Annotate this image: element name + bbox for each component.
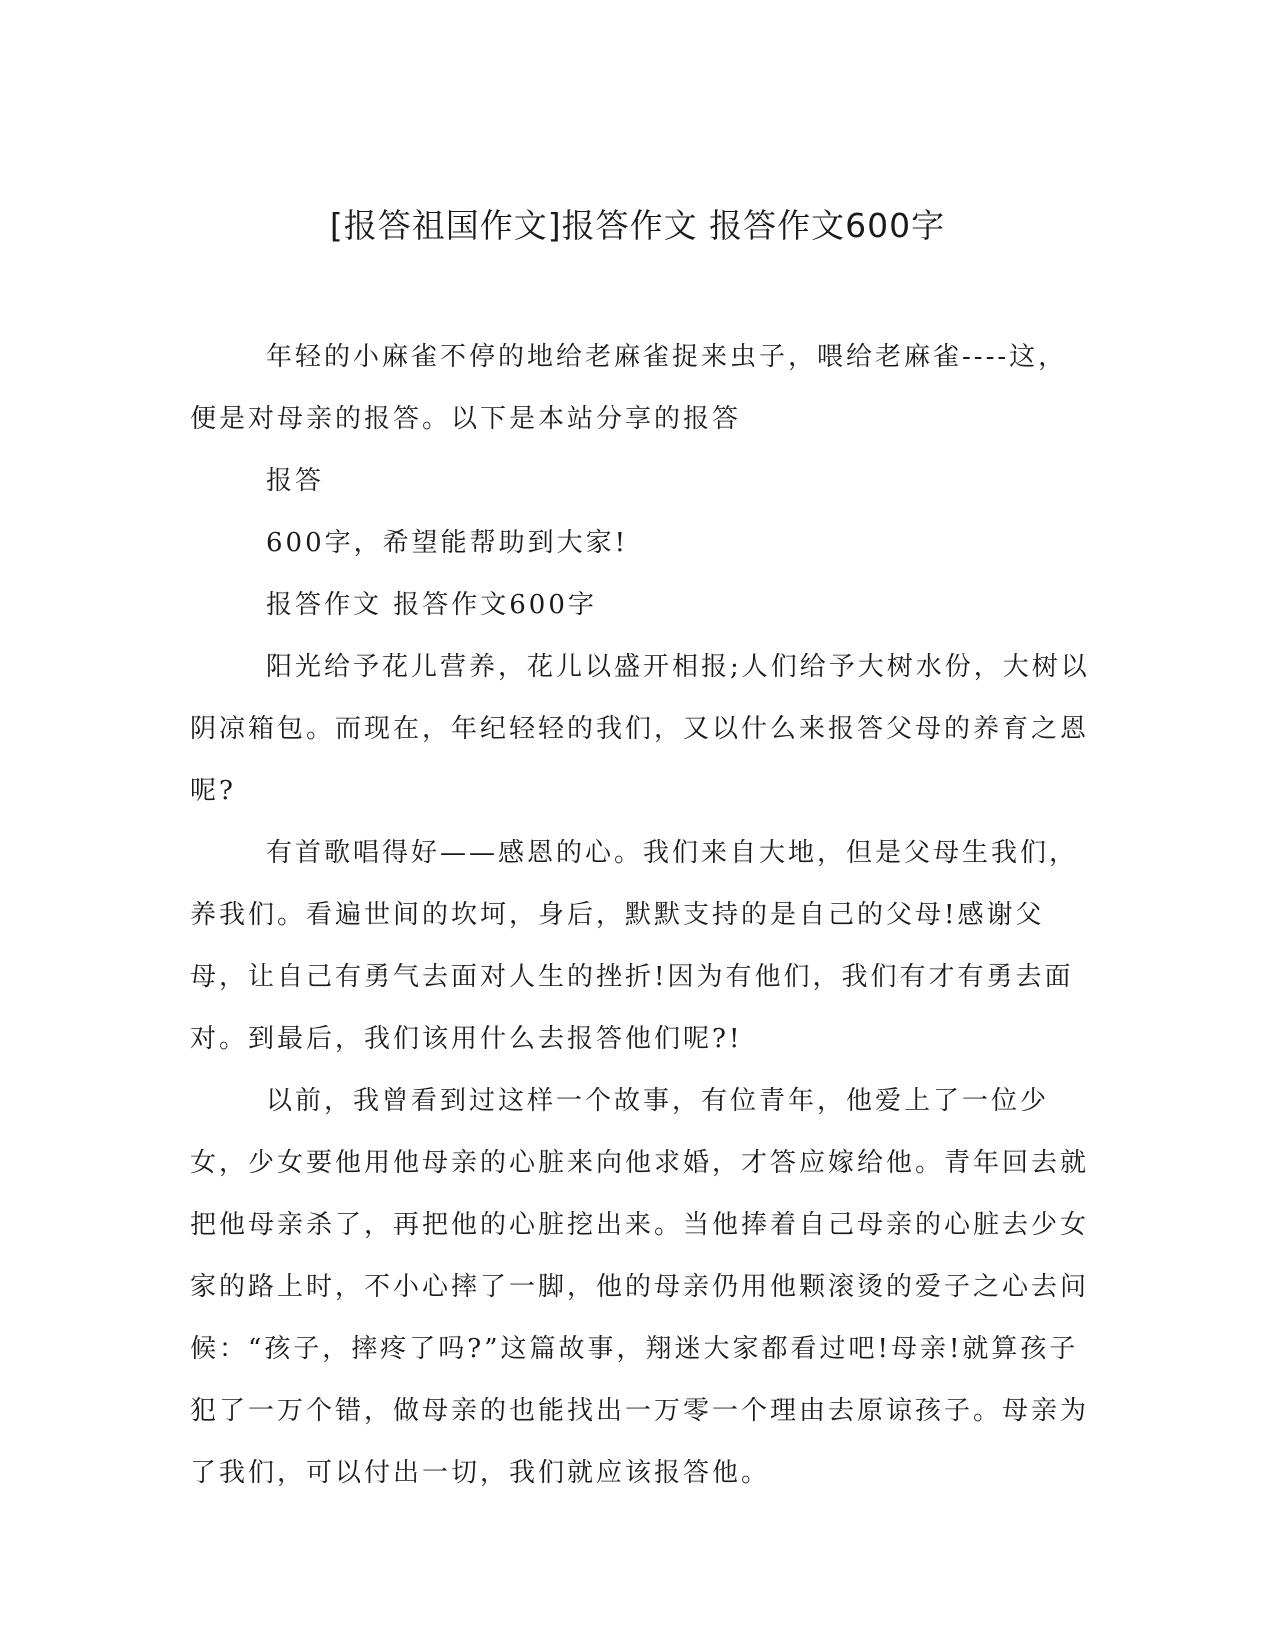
- paragraph-body-3: 以前，我曾看到过这样一个故事，有位青年，他爱上了一位少女，少女要他用他母亲的心脏来向他求婚，才答应嫁给他。青年回去就把他母亲杀了，再把他的心脏挖出来。当他捧着自己母亲的心脏去少女家的路上时，不小心摔了一脚，他的母亲仍用他颗滚烫的爱子之心去问候：“孩子，摔疼了吗?”这篇故事，翔迷大家都看过吧!母亲!就算孩子犯了一万个错，做母亲的也能找出一万零一个理由去原谅孩子。母亲为了我们，可以付出一切，我们就应该报答他。: [190, 1086, 1090, 1488]
- paragraph-intro: 年轻的小麻雀不停的地给老麻雀捉来虫子，喂给老麻雀----这，便是对母亲的报答。以下是本站分享的报答: [190, 342, 1068, 434]
- paragraph-subtitle: 报答作文 报答作文600字: [266, 590, 597, 620]
- paragraph-heading-2: 600字，希望能帮助到大家!: [266, 528, 629, 558]
- paragraph-body-2: 有首歌唱得好——感恩的心。我们来自大地，但是父母生我们，养我们。看遍世间的坎坷，身后，默默支持的是自己的父母!感谢父母，让自己有勇气去面对人生的挫折!因为有他们，我们有才有勇去面对。到最后，我们该用什么去报答他们呢?!: [190, 838, 1079, 1054]
- paragraph-body-1: 阳光给予花儿营养，花儿以盛开相报;人们给予大树水份，大树以阴凉箱包。而现在，年纪轻轻的我们，又以什么来报答父母的养育之恩呢?: [190, 652, 1090, 806]
- paragraph-heading-1: 报答: [266, 466, 325, 496]
- document-title: [报答祖国作文]报答作文 报答作文600字: [329, 206, 946, 245]
- document-body: [190, 326, 1090, 1504]
